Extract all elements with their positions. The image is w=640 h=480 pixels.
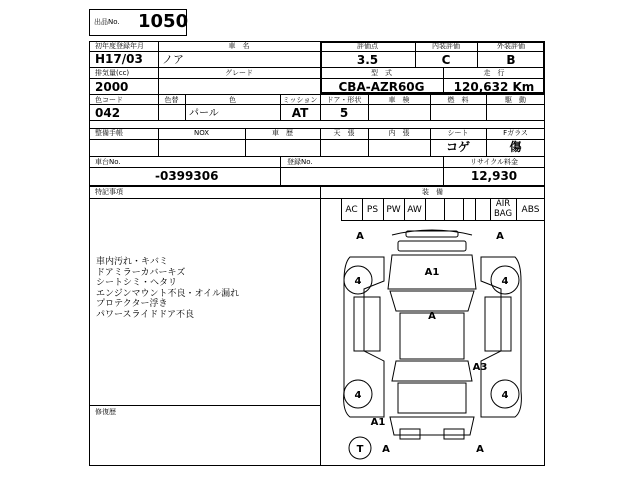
remark-line: ドアミラーカバーキズ (96, 267, 186, 278)
color-label: 色 (229, 96, 236, 104)
windshield-outline (390, 291, 474, 311)
score-value: 3.5 (356, 53, 379, 67)
mark-roof: A (428, 311, 436, 322)
remarks-label: 特記事項 (95, 188, 123, 196)
seat-label: シート (447, 129, 469, 137)
mark-hood: A1 (424, 267, 440, 278)
front-grille (406, 231, 458, 237)
mission-label: ミッション (282, 96, 318, 104)
interior-label: 内装評価 (432, 42, 460, 50)
right-door-outline (485, 297, 511, 351)
mileage-value: 120,632 Km (453, 80, 535, 94)
remark-line: パワースライドドア不良 (96, 309, 195, 320)
recycle-label: リサイクル料金 (469, 158, 519, 166)
equip-pw: PW (386, 205, 401, 215)
displacement-value: 2000 (95, 80, 129, 94)
first-reg-value: H17/03 (95, 52, 143, 66)
history-label: 車 歴 (272, 129, 293, 137)
repair-label: 修復歴 (95, 408, 116, 416)
tailgate-outline (398, 383, 466, 413)
front-panel (398, 241, 466, 251)
equipment-label: 装 備 (422, 188, 443, 196)
remark-line: シートシミ・ヘタリ (96, 278, 178, 288)
mark-tire: T (356, 444, 364, 455)
rear-lamp-left (400, 429, 420, 439)
mark-front-left: A (356, 231, 364, 242)
mark-right-rear: A3 (472, 362, 488, 373)
mark-left-rear-wheel: 4 (354, 390, 362, 401)
left-side-outline (344, 257, 384, 417)
color-code-label: 色コード (95, 96, 123, 104)
model-value: CBA-AZR60G (338, 80, 425, 94)
fuel-label: 燃 料 (447, 96, 469, 104)
drive-label: 駆 動 (505, 96, 526, 104)
vehicle-label: 車 検 (388, 96, 410, 104)
mark-rear-left: A1 (370, 417, 386, 428)
chassis-value: -0399306 (155, 169, 219, 183)
displacement-label: 排気量(cc) (95, 69, 130, 77)
rear-window-outline (392, 361, 472, 381)
mark-front-right: A (496, 231, 504, 242)
equip-abs: ABS (521, 205, 540, 215)
doors-value: 5 (339, 106, 349, 120)
lot-number: 1050 (138, 11, 189, 32)
remark-line: エンジンマウント不良・オイル漏れ (96, 288, 240, 299)
fglass-label: Fガラス (503, 129, 528, 137)
first-reg-label: 初年度登録年月 (95, 42, 144, 50)
recycle-value: 12,930 (470, 169, 518, 183)
lot-label: 出品No. (94, 18, 120, 26)
seat-value: コゲ (445, 140, 470, 154)
manual-label: 整備手帳 (95, 129, 123, 137)
interior-value: C (441, 53, 451, 67)
doors-label: ドア・形状 (326, 96, 362, 104)
rear-lamp-right (444, 429, 464, 439)
equip-aw: AW (407, 205, 422, 215)
chassis-label: 車台No. (95, 158, 121, 166)
mileage-label: 走 行 (483, 69, 505, 77)
car-name-value: ノア (162, 53, 184, 66)
regno-label: 登録No. (287, 158, 313, 166)
mark-rear-bumper-right: A (476, 444, 484, 455)
fglass-value: 傷 (509, 140, 522, 154)
remark-line: プロテクター浮き (96, 299, 168, 309)
color-value: パール (189, 108, 219, 119)
nox-label: NOX (193, 129, 210, 137)
left-door-outline (354, 297, 380, 351)
remark-line: 車内汚れ・キバミ (96, 257, 169, 267)
rear-bumper-outline (390, 417, 474, 435)
mark-right-rear-wheel: 4 (501, 390, 509, 401)
sunroof-label: 天 張 (333, 129, 355, 137)
equip-ac: AC (345, 205, 358, 215)
mission-value: AT (291, 106, 309, 120)
equip-airbag: AIR BAG (493, 199, 513, 219)
mark-right-front-wheel: 4 (501, 276, 509, 287)
score-label: 評価点 (357, 42, 378, 50)
equip-ps: PS (366, 205, 379, 215)
interior-roof-label: 内 張 (388, 129, 410, 137)
mark-rear-bumper-left: A (382, 444, 390, 455)
exterior-label: 外装評価 (497, 42, 525, 50)
mark-left-front-wheel: 4 (354, 276, 362, 287)
car-damage-diagram (320, 221, 545, 466)
color-type-label: 色替 (164, 96, 179, 104)
exterior-value: B (506, 53, 516, 67)
model-label: 型 式 (371, 69, 392, 77)
remarks-list (96, 257, 239, 320)
color-code-value: 042 (95, 106, 121, 120)
car-name-label: 車 名 (228, 42, 250, 50)
grade-label: グレード (225, 69, 253, 77)
